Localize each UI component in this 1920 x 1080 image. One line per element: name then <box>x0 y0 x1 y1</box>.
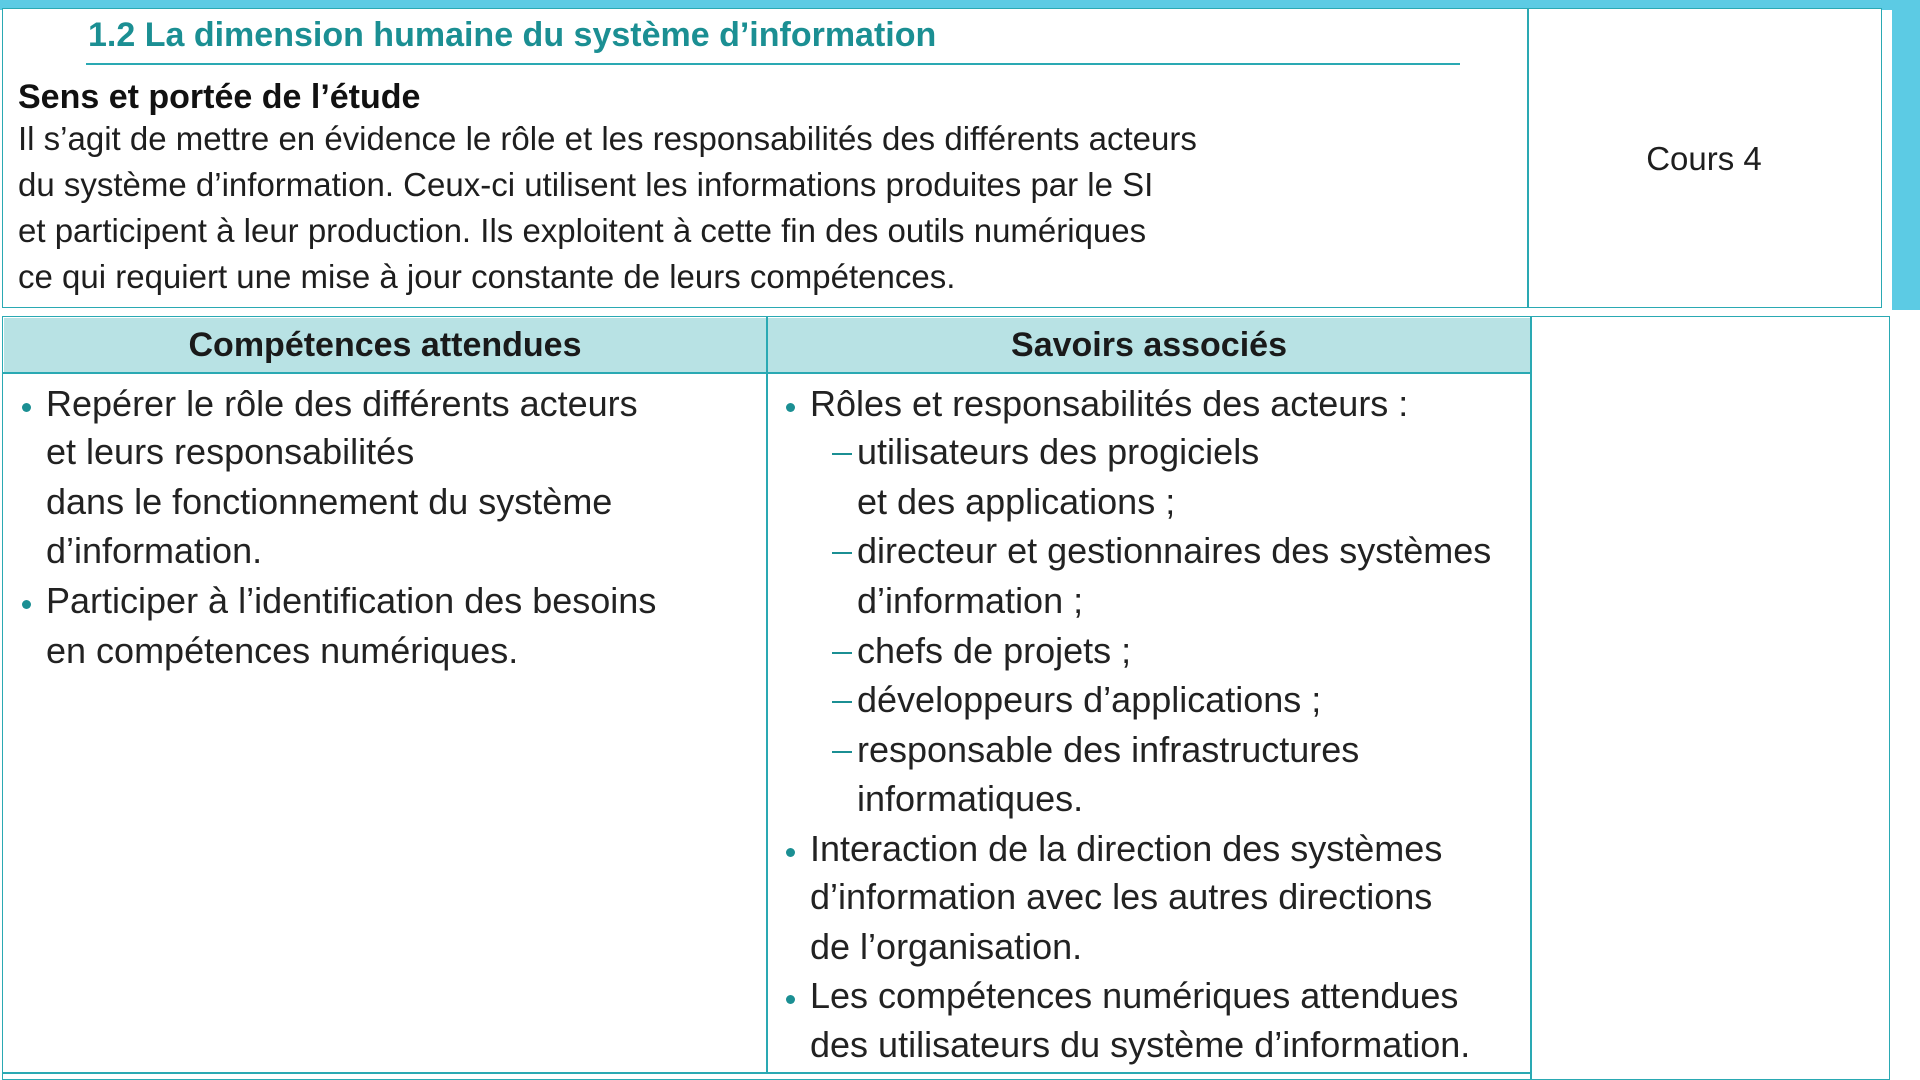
scope-line: ce qui requiert une mise à jour constante de leurs compétences. <box>18 258 956 295</box>
header-savoirs: Savoirs associés <box>768 318 1530 372</box>
bullet-icon <box>786 403 795 412</box>
competence-line: en compétences numériques. <box>46 630 519 671</box>
scope-heading: Sens et portée de l’étude <box>18 78 421 116</box>
dash-icon <box>832 652 852 654</box>
header-competences: Compétences attendues <box>4 318 766 372</box>
savoir-line: Les compétences numériques attendues <box>810 975 1459 1016</box>
savoir-line: Interaction de la direction des systèmes <box>810 828 1443 869</box>
table-bottom-rule <box>2 1072 1532 1074</box>
competence-line: Participer à l’identification des besoins <box>46 580 657 621</box>
savoir-line: d’information avec les autres directions <box>810 876 1433 917</box>
dash-icon <box>832 701 852 703</box>
dash-icon <box>832 751 852 753</box>
dash-icon <box>832 453 852 455</box>
competence-line: Repérer le rôle des différents acteurs <box>46 383 638 424</box>
column-divider <box>1530 316 1532 1080</box>
competence-line: d’information. <box>46 530 263 571</box>
bullet-icon <box>22 600 31 609</box>
bullet-icon <box>786 995 795 1004</box>
savoir-subitem-line: et des applications ; <box>857 481 1176 522</box>
competence-line: et leurs responsabilités <box>46 431 415 472</box>
savoir-subitem-line: d’information ; <box>857 580 1084 621</box>
scope-line: du système d’information. Ceux-ci utilisent les informations produites par le SI <box>18 166 1154 203</box>
competence-line: dans le fonctionnement du système <box>46 481 613 522</box>
bullet-icon <box>22 403 31 412</box>
savoir-subitem-line: utilisateurs des progiciels <box>857 431 1260 472</box>
course-reference: Cours 4 <box>1646 140 1762 177</box>
savoir-line: des utilisateurs du système d’information. <box>810 1024 1471 1065</box>
column-divider <box>766 316 768 1074</box>
dash-icon <box>832 552 852 554</box>
savoir-line: Rôles et responsabilités des acteurs : <box>810 383 1409 424</box>
bullet-icon <box>786 848 795 857</box>
savoir-subitem-line: directeur et gestionnaires des systèmes <box>857 530 1492 571</box>
scope-line: et participent à leur production. Ils exploitent à cette fin des outils numériques <box>18 212 1147 249</box>
savoir-line: de l’organisation. <box>810 926 1083 967</box>
scope-line: Il s’agit de mettre en évidence le rôle et les responsabilités des différents acteurs <box>18 120 1197 157</box>
savoir-subitem-line: chefs de projets ; <box>857 630 1132 671</box>
savoir-subitem-line: développeurs d’applications ; <box>857 679 1322 720</box>
right-accent-strip <box>1892 10 1920 310</box>
section-title: 1.2 La dimension humaine du système d’information <box>88 16 937 54</box>
savoir-subitem-line: informatiques. <box>857 778 1084 819</box>
section-title-rule <box>86 63 1460 65</box>
savoir-subitem-line: responsable des infrastructures <box>857 729 1360 770</box>
